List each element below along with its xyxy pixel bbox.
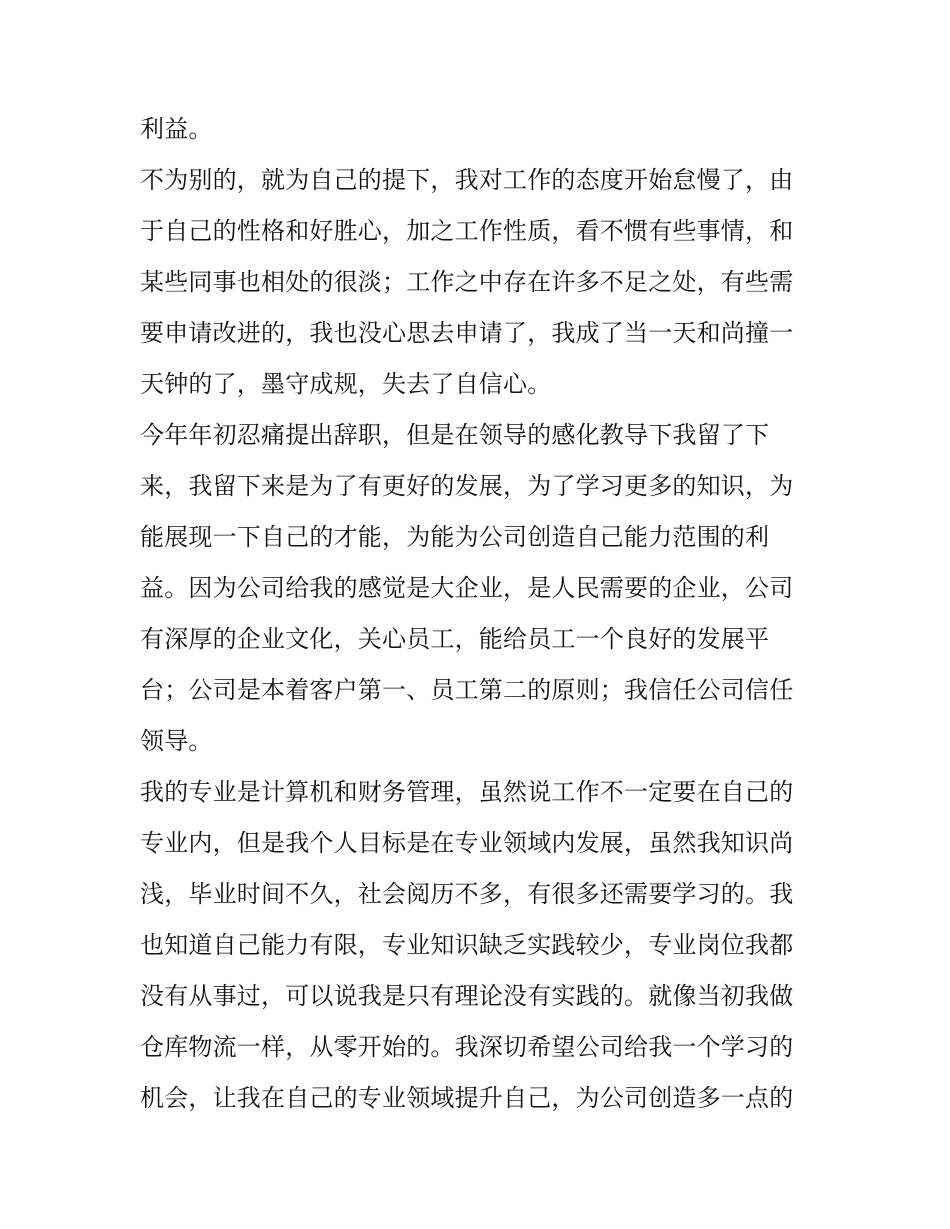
text-line: 台；公司是本着客户第一、员工第二的原则；我信任公司信任: [140, 676, 794, 704]
text-line: 浅，毕业时间不久，社会阅历不多，有很多还需要学习的。我: [140, 880, 794, 908]
text-line: 利益。: [140, 115, 213, 143]
text-line: 领导。: [140, 727, 213, 755]
text-line: 要申请改进的，我也没心思去申请了，我成了当一天和尚撞一: [140, 319, 794, 347]
text-line: 我的专业是计算机和财务管理，虽然说工作不一定要在自己的: [140, 778, 794, 806]
text-line: 益。因为公司给我的感觉是大企业，是人民需要的企业，公司: [140, 574, 794, 602]
text-line: 也知道自己能力有限，专业知识缺乏实践较少，专业岗位我都: [140, 931, 794, 959]
text-line: 专业内，但是我个人目标是在专业领域内发展，虽然我知识尚: [140, 829, 794, 857]
text-line: 机会，让我在自己的专业领域提升自己，为公司创造多一点的: [140, 1084, 794, 1112]
text-line: 不为别的，就为自己的提下，我对工作的态度开始怠慢了，由: [140, 166, 794, 194]
text-line: 天钟的了，墨守成规，失去了自信心。: [140, 370, 552, 398]
text-line: 能展现一下自己的才能，为能为公司创造自己能力范围的利: [140, 523, 770, 551]
body-text: [140, 104, 820, 1124]
text-line: 仓库物流一样，从零开始的。我深切希望公司给我一个学习的: [140, 1033, 794, 1061]
text-line: 有深厚的企业文化，关心员工，能给员工一个良好的发展平: [140, 625, 770, 653]
text-line: 于自己的性格和好胜心，加之工作性质，看不惯有些事情，和: [140, 217, 794, 245]
text-line: 来，我留下来是为了有更好的发展，为了学习更多的知识，为: [140, 472, 794, 500]
text-line: 某些同事也相处的很淡；工作之中存在许多不足之处，有些需: [140, 268, 794, 296]
text-line: 没有从事过，可以说我是只有理论没有实践的。就像当初我做: [140, 982, 794, 1010]
text-line: 今年年初忍痛提出辞职，但是在领导的感化教导下我留了下: [140, 421, 770, 449]
